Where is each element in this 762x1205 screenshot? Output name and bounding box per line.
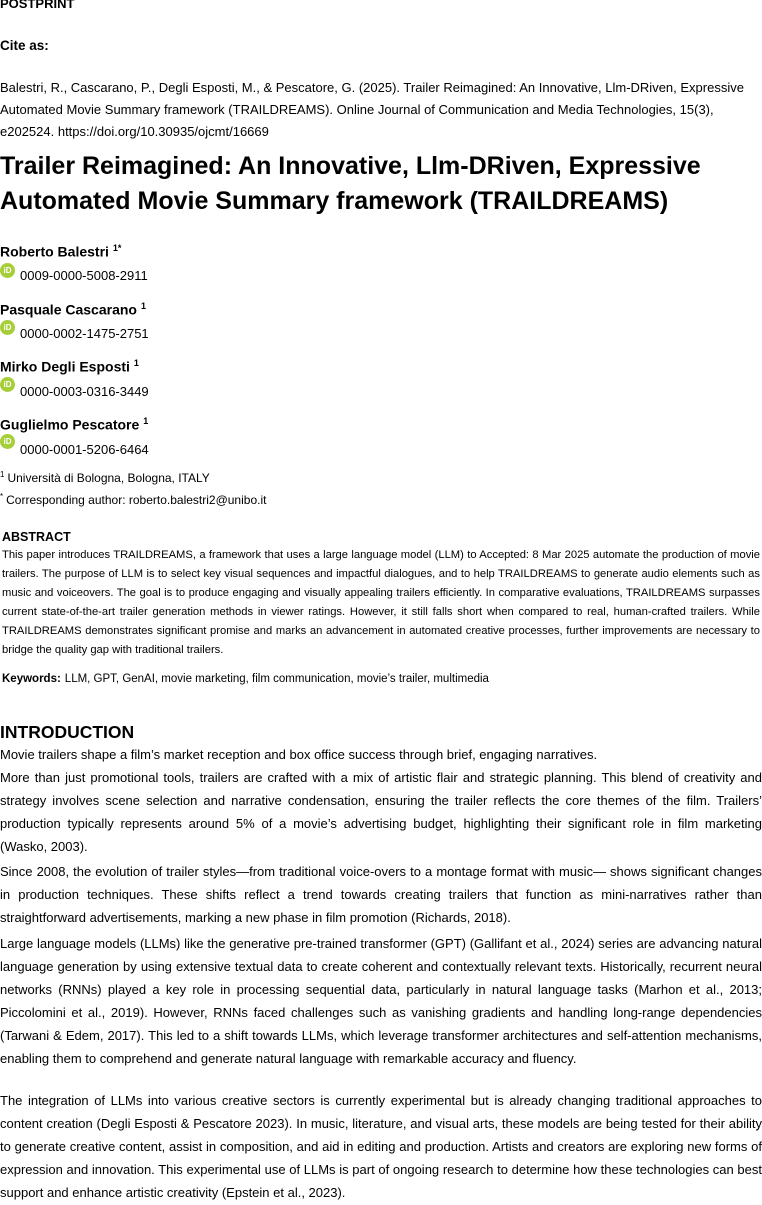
abstract-heading: ABSTRACT [2,530,71,544]
paragraph: The integration of LLMs into various creative sectors is currently experimental but is already changing traditional approaches to content creation (Degli Esposti & Pescatore 2023). In music, literature, and visual arts, these models are being tested for their ability to generate creative content, assist in composition, and aid in editing and production. Artists and creators are exploring new forms of expression and innovation. This experimental use of LLMs is part of ongoing research to determine how these technologies can best support and enhance artistic creativity (Epstein et al., 2023). [0,1093,762,1200]
author-affil-sup: 1* [112,243,122,253]
corresponding-author [0,492,266,507]
orcid-icon: iD [0,320,15,335]
author-name [0,301,146,318]
introduction-heading: INTRODUCTION [0,722,135,742]
author-name [0,243,121,260]
abstract-text: This paper introduces TRAILDREAMS, a framework that uses a large language model (LLM) to Accepted: 8 Mar 2025 automate the production of movie trailers. The purpose of LLM is to select key visual sequences and impactful dialogues, and to help TRAILDREAMS to generate audio elements such as music and voiceovers. The goal is to produce engaging and visually appealing trailers efficiently. In comparative evaluations, TRAILDREAMS surpasses current state-of-the-art trailer generation methods in viewer ratings. However, it still falls short when compared to real, human-crafted trailers. While TRAILDREAMS demonstrates significant promise and marks an advancement in automated creative processes, further improvements are necessary to bridge the quality gap with traditional trailers. [2,549,760,656]
affiliation-sup: 1 [0,470,5,479]
orcid-id[interactable]: 0000-0001-5206-6464 [20,442,149,457]
affiliation [0,470,210,485]
orcid-row[interactable] [0,434,200,457]
author-name [0,416,148,433]
paper-title: Trailer Reimagined: An Innovative, Llm-DRiven, Expressive Automated Movie Summary framework (TRAILDREAMS) [0,152,701,215]
keywords-label: Keywords: [2,673,61,685]
orcid-row[interactable] [0,263,200,281]
affiliation-text: Università di Bologna, Bologna, ITALY [7,471,210,485]
author-name-text: Roberto Balestri [0,243,109,260]
author-name-text: Pasquale Cascarano [0,301,137,318]
paragraph: Large language models (LLMs) like the generative pre-trained transformer (GPT) (Gallifant et al., 2024) series are advancing natural language generation by using extensive textual data to create coherent and contextually relevant texts. Historically, recurrent neural networks (RNNs) played a key role in processing sequential data, particularly in natural language tasks (Marhon et al., 2013; Piccolomini et al., 2019). However, RNNs faced challenges such as vanishing gradients and handling long-range dependencies (Tarwani & Edem, 2017). This led to a shift towards LLMs, which leverage transformer architectures and self-attention mechanisms, enabling them to comprehend and generate natural language with remarkable accuracy and fluency. [0,936,762,1066]
cite-as-label: Cite as: [0,38,49,53]
author-affil-sup: 1 [140,301,146,311]
author-name-text: Guglielmo Pescatore [0,416,140,433]
paragraph: Movie trailers shape a film’s market reception and box office success through brief, engaging narratives. [0,747,598,762]
postprint-label: POSTPRINT [0,0,75,11]
paragraph: Since 2008, the evolution of trailer styles—from traditional voice-overs to a montage format with music— shows significant changes in production techniques. These shifts reflect a trend towards creating trailers that function as mini-narratives rather than straightforward advertisements, marking a new phase in film promotion (Richards, 2018). [0,864,762,925]
keywords-text: LLM, GPT, GenAI, movie marketing, film communication, movie’s trailer, multimedia [64,673,489,685]
orcid-id[interactable]: 0000-0002-1475-2751 [20,326,149,341]
author-name [0,358,139,375]
orcid-icon: iD [0,377,15,392]
keywords [2,673,489,685]
orcid-row[interactable] [0,320,200,341]
orcid-id[interactable]: 0000-0003-0316-3449 [20,384,149,399]
paragraph: More than just promotional tools, trailers are crafted with a mix of artistic flair and strategic planning. This blend of creativity and strategy involves scene selection and narrative condensation, ensuring the trailer reflects the core themes of the film. Trailers’ production typically represents around 5% of a movie’s advertising budget, highlighting their significant role in film marketing (Wasko, 2003). [0,770,762,854]
orcid-icon: iD [0,263,15,278]
orcid-row[interactable] [0,377,200,399]
author-affil-sup: 1 [133,358,139,368]
citation-text: Balestri, R., Cascarano, P., Degli Esposti, M., & Pescatore, G. (2025). Trailer Reimagined: An Innovative, Llm-DRiven, Expressive Automated Movie Summary framework (TRAILDREAMS). Online Journal of Communication and Media Technologies, 15(3), e202524. https://doi.org/10.30935/ojcmt/16669 [0,80,744,139]
orcid-id[interactable]: 0009-0000-5008-2911 [20,268,148,283]
corresponding-text: Corresponding author: roberto.balestri2@unibo.it [6,493,267,507]
author-name-text: Mirko Degli Esposti [0,358,130,375]
orcid-icon: iD [0,434,15,449]
author-affil-sup: 1 [143,416,149,426]
corresponding-sup: * [0,492,4,501]
